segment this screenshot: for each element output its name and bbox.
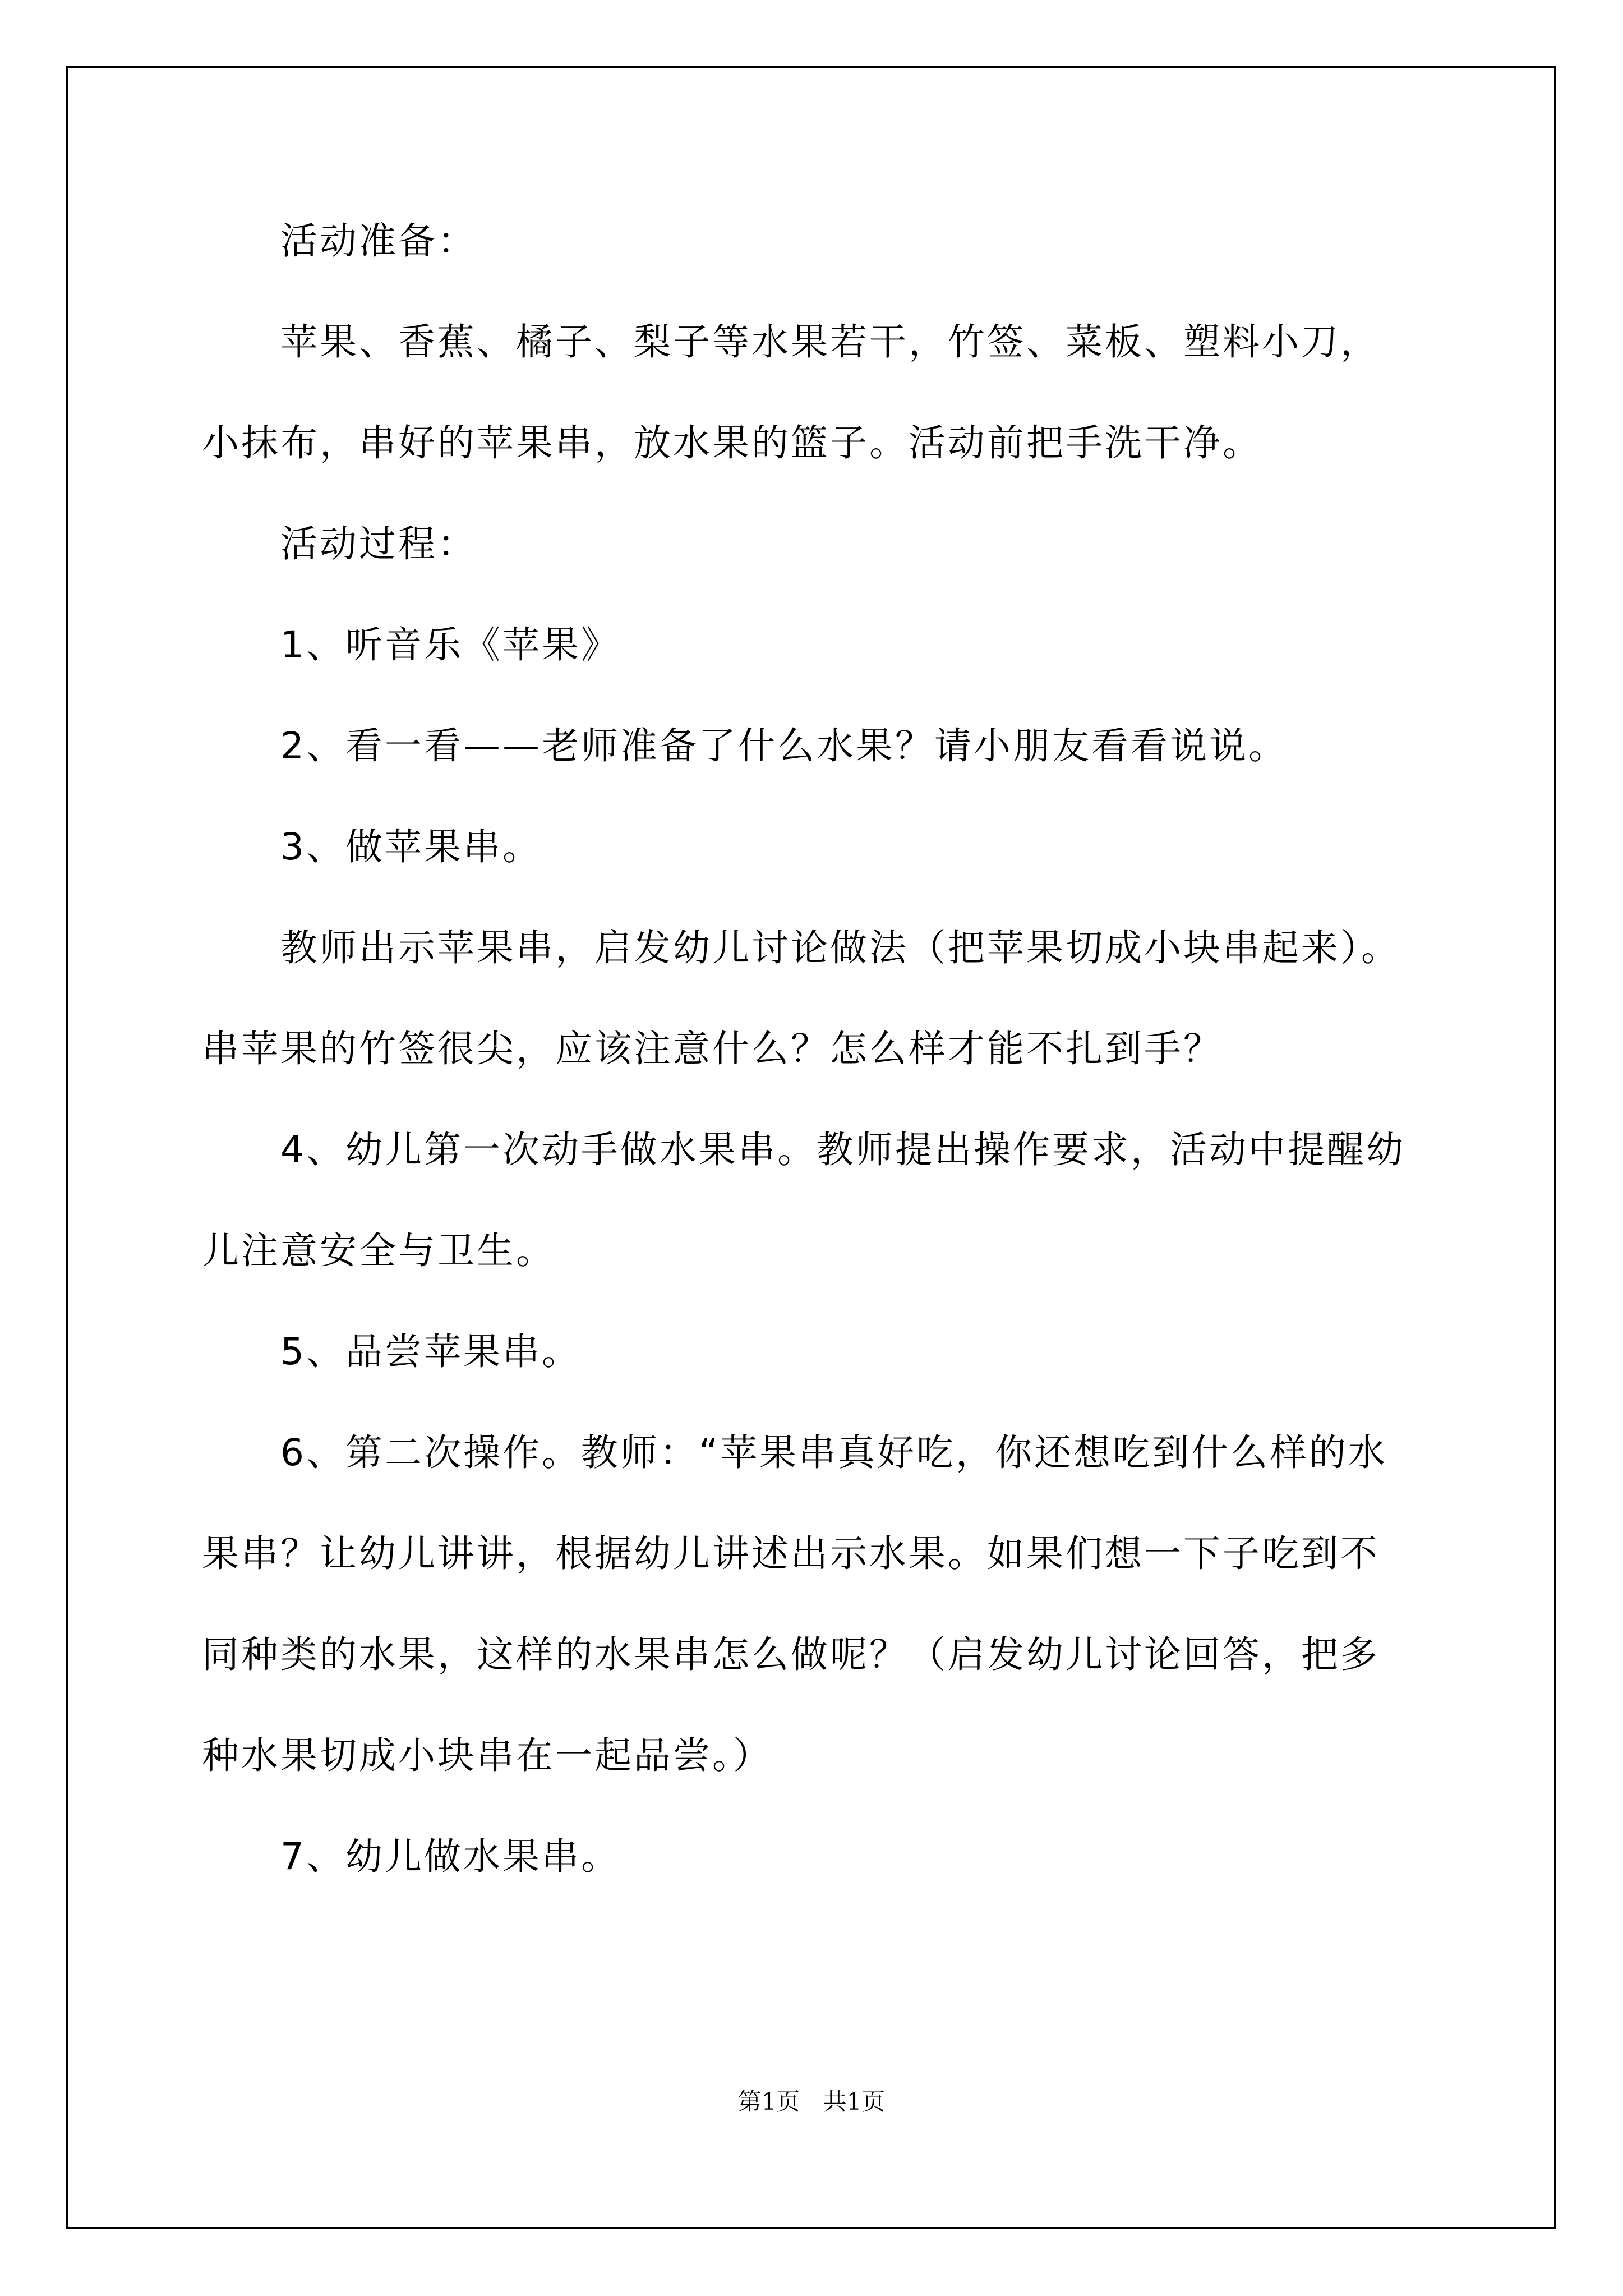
step-4-line-1: 4、幼儿第一次动手做水果串。教师提出操作要求，活动中提醒幼 (280, 1128, 1405, 1171)
step-4-line-2: 儿注意安全与卫生。 (202, 1229, 555, 1272)
step-2: 2、看一看——老师准备了什么水果？请小朋友看看说说。 (280, 724, 1288, 767)
step-3-detail-line-1: 教师出示苹果串，启发幼儿讨论做法（把苹果切成小块串起来）。 (280, 926, 1400, 969)
heading-process: 活动过程： (280, 522, 477, 565)
step-6-line-3: 同种类的水果，这样的水果串怎么做呢？（启发幼儿讨论回答，把多 (202, 1633, 1380, 1676)
page-number: 第1页 (737, 2088, 800, 2115)
page-total: 共1页 (823, 2088, 886, 2115)
paragraph-materials-line-2: 小抹布，串好的苹果串，放水果的篮子。活动前把手洗干净。 (202, 421, 1262, 464)
page-footer (0, 2088, 1623, 2116)
step-3: 3、做苹果串。 (280, 825, 542, 868)
step-6-line-1: 6、第二次操作。教师：“苹果串真好吃，你还想吃到什么样的水 (280, 1431, 1388, 1474)
heading-preparation: 活动准备： (280, 219, 477, 263)
step-6-line-2: 果串？让幼儿讲讲，根据幼儿讲述出示水果。如果们想一下子吃到不 (202, 1532, 1380, 1575)
step-5: 5、品尝苹果串。 (280, 1330, 581, 1373)
paragraph-materials-line-1: 苹果、香蕉、橘子、梨子等水果若干，竹签、菜板、塑料小刀， (280, 320, 1380, 364)
step-1: 1、听音乐《苹果》 (280, 623, 620, 666)
step-3-detail-line-2: 串苹果的竹签很尖，应该注意什么？怎么样才能不扎到手？ (202, 1027, 1223, 1070)
step-6-line-4: 种水果切成小块串在一起品尝。） (202, 1734, 772, 1777)
step-7: 7、幼儿做水果串。 (280, 1835, 620, 1878)
